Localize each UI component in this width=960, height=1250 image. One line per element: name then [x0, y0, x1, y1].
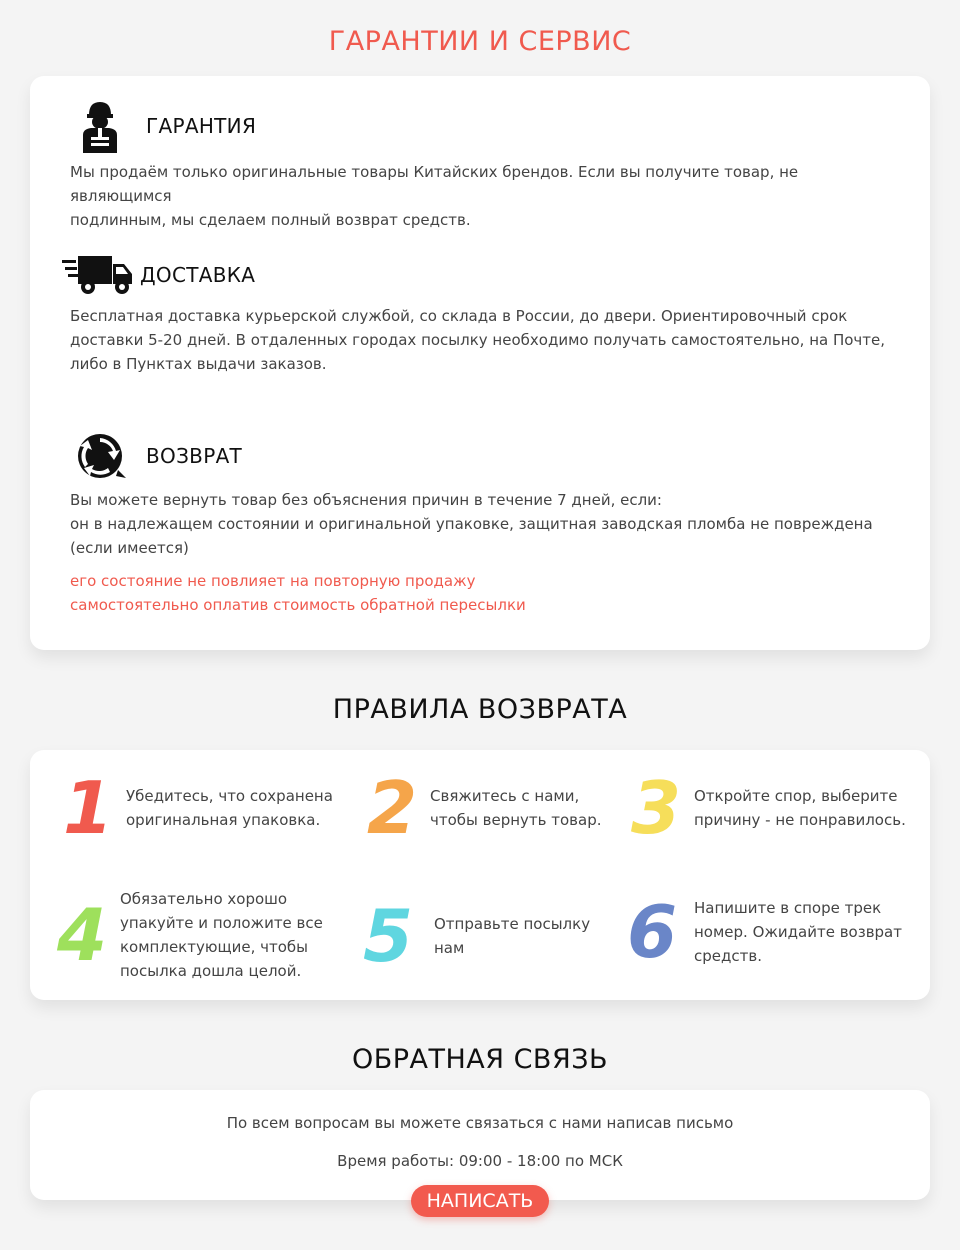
return-condition: его состояние не повлияет на повторную продажу: [70, 572, 476, 590]
step-number: 5: [362, 894, 414, 978]
step-text: Обязательно хорошо упакуйте и положите все комплектующие, чтобы посылка дошла целой.: [120, 890, 323, 980]
step-3: [626, 766, 914, 850]
page-title: ГАРАНТИИ И СЕРВИС: [328, 26, 632, 57]
guarantees-card: [30, 76, 930, 650]
step-number: 2: [366, 766, 418, 850]
truck-icon: [62, 245, 134, 305]
feedback-card: [30, 1090, 930, 1200]
step-number: 1: [62, 766, 114, 850]
write-button[interactable]: НАПИСАТЬ: [411, 1185, 549, 1217]
warranty-text: Мы продаём только оригинальные товары Китайских брендов. Если вы получите товар, не являющимся подлинным, мы сделаем полный возврат средств.: [70, 163, 799, 229]
delivery-text: Бесплатная доставка курьерской службой, со склада в России, до двери. Ориентировочный срок доставки 5-20 дней. В отдаленных городах посылку необходимо получать самостоятельно, на Почте, либо в Пунктах выдачи заказов.: [70, 307, 886, 373]
step-number: 6: [626, 890, 678, 974]
step-5: [358, 894, 624, 978]
step-number: 3: [630, 766, 682, 850]
step-text: Откройте спор, выберите причину - не понравилось.: [694, 787, 906, 829]
step-text: Напишите в споре трек номер. Ожидайте возврат средств.: [694, 899, 902, 965]
step-4: [52, 887, 330, 983]
rules-card: [30, 750, 930, 1000]
return-conditions: [70, 569, 890, 617]
step-text: Свяжитесь с нами, чтобы вернуть товар.: [430, 787, 602, 829]
warranty-block: [70, 96, 890, 232]
return-text: Вы можете вернуть товар без объяснения причин в течение 7 дней, если: он в надлежащем состоянии и оригинальной упаковке, защитная заводская пломба не повреждена (если имеется): [70, 491, 873, 557]
step-6: [622, 890, 914, 974]
warranty-title: ГАРАНТИЯ: [146, 114, 257, 138]
delivery-block: [70, 248, 890, 376]
rules-title: ПРАВИЛА ВОЗВРАТА: [332, 694, 628, 725]
delivery-title: ДОСТАВКА: [140, 263, 256, 287]
worker-icon: [70, 96, 130, 156]
step-number: 4: [56, 893, 108, 977]
feedback-line-2: Время работы: 09:00 - 18:00 по МСК: [337, 1152, 623, 1170]
feedback-title: ОБРАТНАЯ СВЯЗЬ: [351, 1044, 609, 1075]
return-title: ВОЗВРАТ: [146, 444, 243, 468]
return-block: [70, 426, 890, 617]
return-arrows-icon: [70, 426, 130, 486]
step-1: [58, 766, 336, 850]
step-text: Убедитесь, что сохранена оригинальная упаковка.: [126, 787, 333, 829]
step-2: [362, 766, 620, 850]
return-condition: самостоятельно оплатив стоимость обратной пересылки: [70, 596, 526, 614]
step-text: Отправьте посылку нам: [434, 915, 591, 957]
feedback-line-1: По всем вопросам вы можете связаться с нами написав письмо: [226, 1114, 734, 1132]
